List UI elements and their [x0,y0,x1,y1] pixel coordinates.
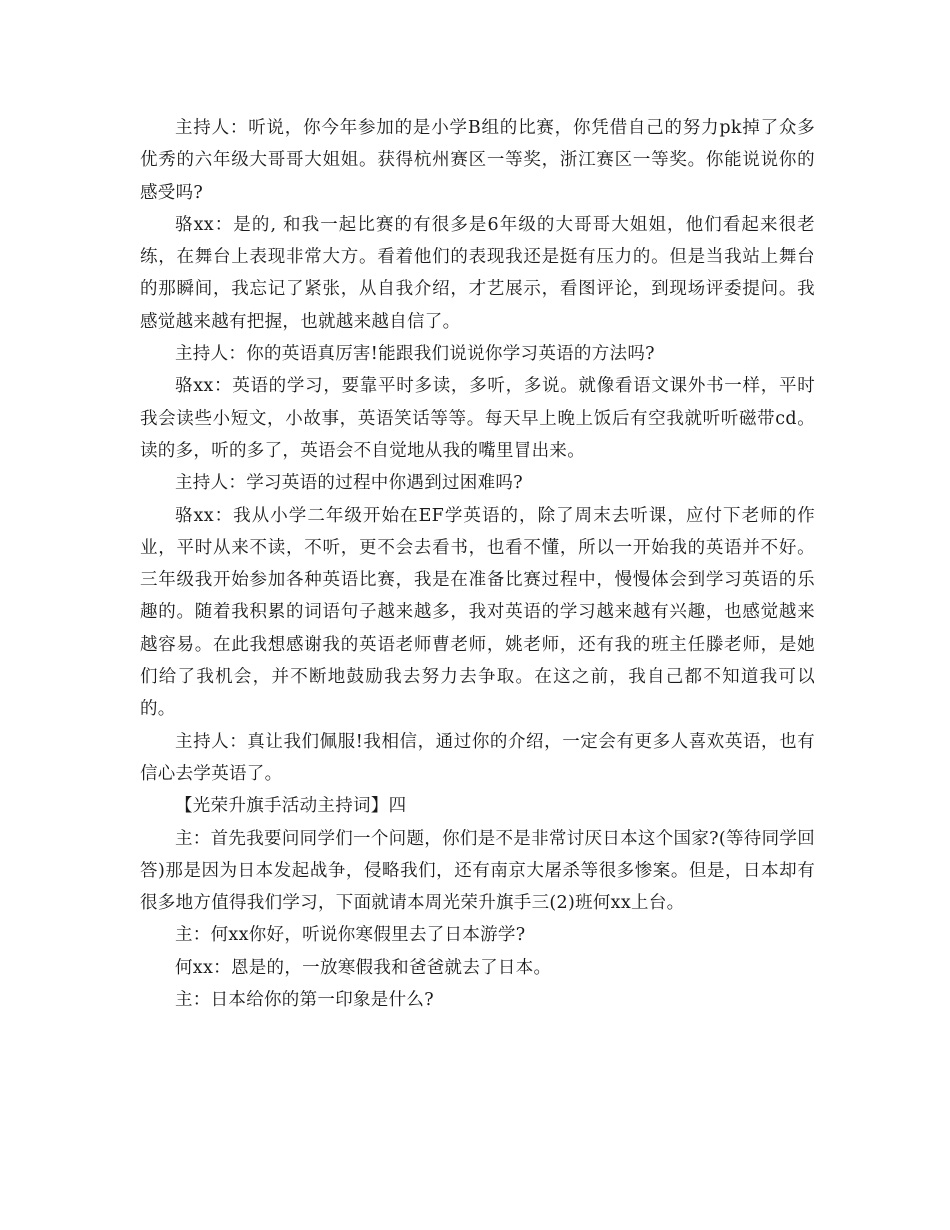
paragraph-host-intro-japan: 主：首先我要问同学们一个问题，你们是不是非常讨厌日本这个国家?(等待同学回答)那是因为日本发起战争，侵略我们，还有南京大屠杀等很多惨案。但是，日本却有很多地方值得我们学习，下面就请本周光荣升旗手三(2)班何xx上台。 [140,828,815,914]
paragraph-host-question-feelings: 主持人：听说，你今年参加的是小学B组的比赛，你凭借自己的努力pk掉了众多优秀的六年级大哥哥大姐姐。获得杭州赛区一等奖，浙江赛区一等奖。你能说说你的感受吗? [140,118,815,203]
paragraph-he-answer-trip: 何xx：恩是的，一放寒假我和爸爸就去了日本。 [175,957,552,978]
paragraph-host-closing: 主持人：真让我们佩服!我相信，通过你的介绍，一定会有更多人喜欢英语，也有信心去学英语了。 [140,731,815,784]
paragraph-luo-answer-difficulty: 骆xx：我从小学二年级开始在EF学英语的，除了周末去听课，应付下老师的作业，平时从来不读，不听，更不会去看书，也看不懂，所以一开始我的英语并不好。三年级我开始参加各种英语比赛，我是在准备比赛过程中，慢慢体会到学习英语的乐趣的。随着我积累的词语句子越来越多，我对英语的学习越来越有兴趣，也感觉越来越容易。在此我想感谢我的英语老师曹老师，姚老师，还有我的班主任滕老师，是她们给了我机会，并不断地鼓励我去努力去争取。在这之前，我自己都不知道我可以的。 [140,505,815,720]
section-heading: 【光荣升旗手活动主持词】四 [175,796,407,817]
paragraph-host-question-method: 主持人：你的英语真厉害!能跟我们说说你学习英语的方法吗? [175,344,655,365]
paragraph-luo-answer-method: 骆xx：英语的学习，要靠平时多读，多听，多说。就像看语文课外书一样，平时我会读些小短文，小故事，英语笑话等等。每天早上晚上饭后有空我就听听磁带cd。读的多，听的多了，英语会不自觉地从我的嘴里冒出来。 [140,376,815,461]
paragraph-luo-answer-feelings: 骆xx：是的, 和我一起比赛的有很多是6年级的大哥哥大姐姐，他们看起来很老练，在舞台上表现非常大方。看着他们的表现我还是挺有压力的。但是当我站上舞台的那瞬间，我忘记了紧张，从自我介绍，才艺展示，看图评论，到现场评委提问。我感觉越来越有把握，也就越来越自信了。 [140,214,815,332]
paragraph-host-question-difficulty: 主持人：学习英语的过程中你遇到过困难吗? [175,473,523,494]
document-body [140,112,815,1016]
paragraph-host-question-impression: 主：日本给你的第一印象是什么? [175,990,434,1011]
paragraph-host-question-trip: 主：何xx你好，听说你寒假里去了日本游学? [175,925,526,946]
